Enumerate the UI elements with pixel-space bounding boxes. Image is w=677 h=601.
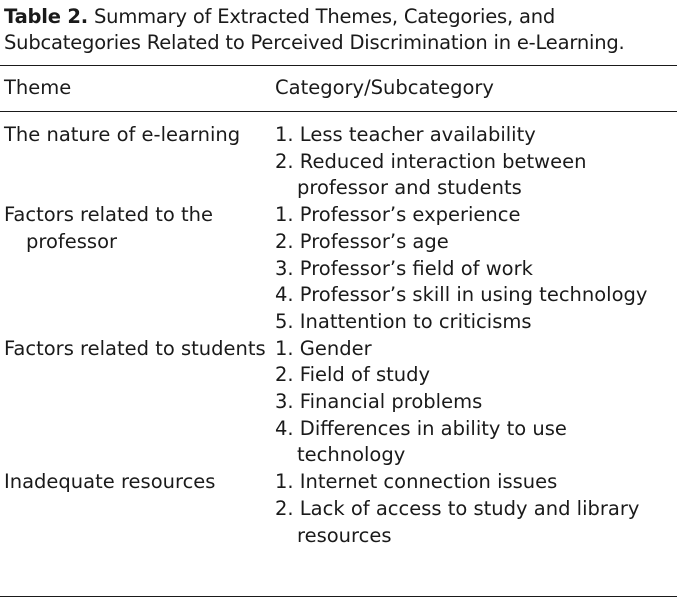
table-row: [0, 202, 677, 336]
theme-cell: Inadequate resources: [4, 470, 216, 494]
header-category: Category/Subcategory: [275, 76, 494, 99]
theme-cell: The nature of e-learning: [4, 123, 241, 146]
table-body: [0, 122, 677, 549]
category-item: 5. Inattention to criticisms: [275, 309, 532, 333]
table-row: [0, 122, 677, 202]
bottom-rule: [0, 596, 677, 597]
category-item: 2. Professor’s age: [275, 229, 449, 253]
theme-cell: Factors related to students: [4, 336, 266, 360]
table-row: [0, 336, 677, 470]
category-item: 1. Internet connection issues: [275, 470, 558, 494]
table-row: [0, 469, 677, 549]
table-caption: [0, 0, 677, 56]
header-theme: Theme: [4, 76, 72, 99]
category-item: 4. Professor’s skill in using technology: [275, 283, 648, 307]
category-item: 1. Less teacher availability: [275, 123, 536, 146]
category-item: 3. Professor’s field of work: [275, 256, 533, 280]
category-item: 2. Lack of access to study and library resources: [275, 496, 640, 547]
top-rule: [0, 65, 677, 66]
category-item: 2. Field of study: [275, 363, 431, 387]
caption-label: Table 2.: [4, 5, 88, 28]
category-item: 2. Reduced interaction between professor and students: [275, 149, 587, 200]
category-item: 4. Differences in ability to use technology: [275, 416, 567, 467]
category-cell: [275, 202, 675, 336]
category-cell: [275, 469, 675, 549]
category-cell: [275, 336, 675, 470]
caption-text: Summary of Extracted Themes, Categories, and Subcategories Related to Perceived Discrimination in e-Learning.: [4, 5, 625, 54]
category-item: 1. Professor’s experience: [275, 203, 521, 227]
theme-cell: Factors related to the professor: [4, 203, 213, 253]
category-item: 3. Financial problems: [275, 390, 483, 414]
category-cell: [275, 122, 675, 202]
header-rule: [0, 111, 677, 112]
category-item: 1. Gender: [275, 336, 372, 360]
